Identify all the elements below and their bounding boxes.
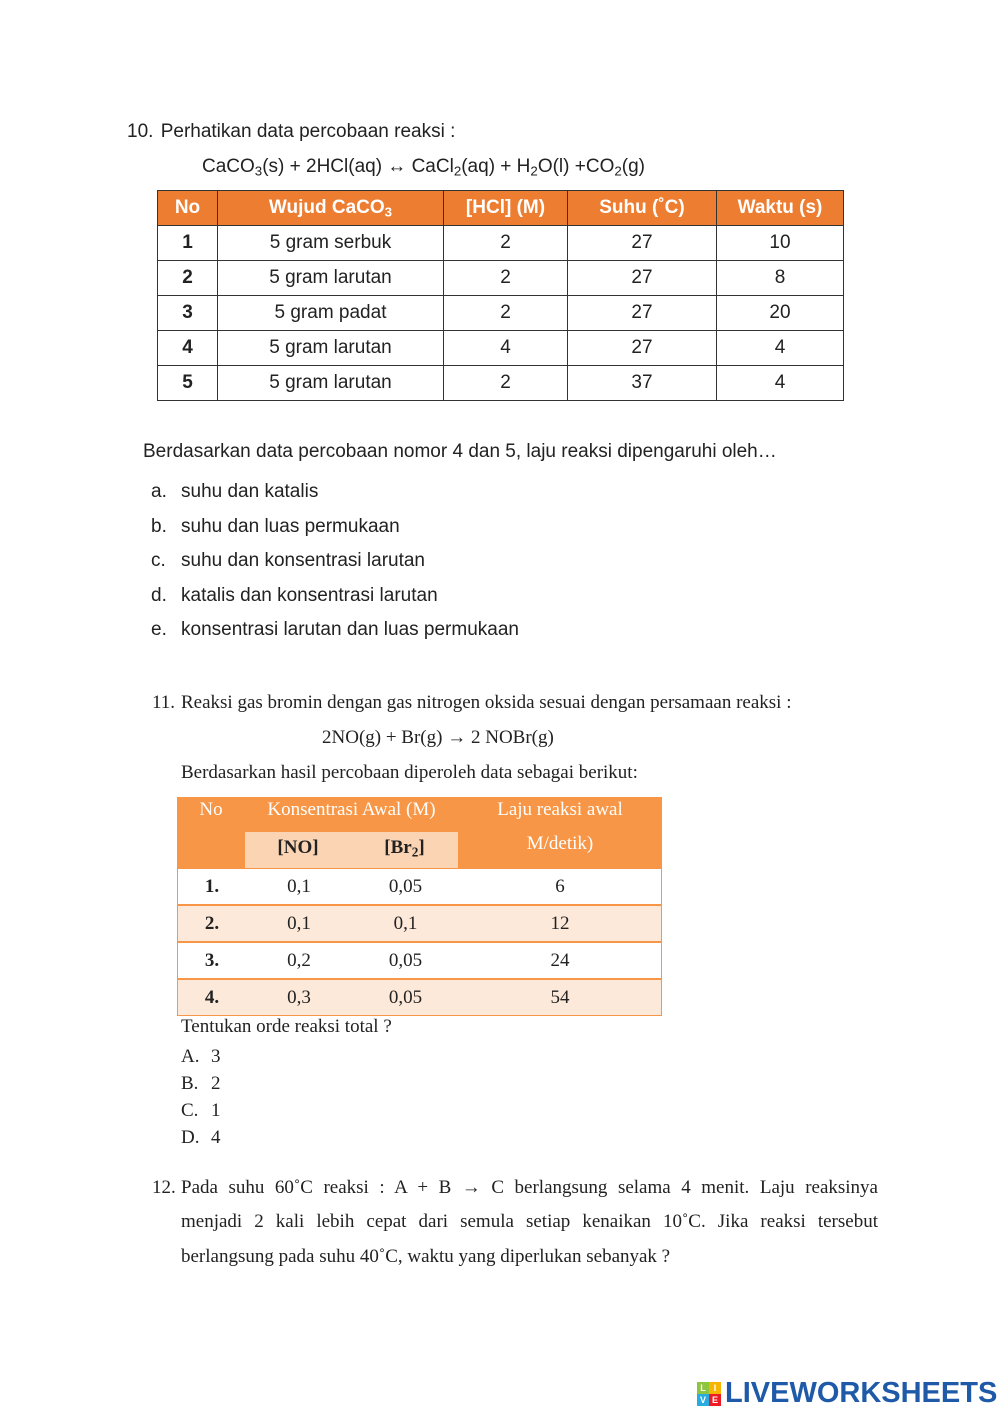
- cell-suhu: 37: [568, 366, 717, 401]
- q11-subheader-br: $[Br_2]$: [384, 837, 425, 860]
- option-letter: d.: [151, 584, 167, 606]
- cell-rate: 54: [550, 986, 570, 1008]
- cell-no-conc: 0,3: [287, 986, 311, 1008]
- cell-br-conc: 0,05: [388, 949, 423, 971]
- option-letter: b.: [151, 515, 167, 537]
- option-d[interactable]: [151, 579, 519, 614]
- option-b[interactable]: [151, 510, 519, 545]
- logo-tile-e: E: [709, 1394, 721, 1406]
- table-row: [158, 261, 844, 296]
- q11-subheader-no: [NO]: [277, 837, 319, 858]
- q11-header-conc: Konsentrasi Awal (M): [267, 799, 436, 820]
- cell-no: 1: [158, 226, 218, 261]
- logo-tile-v: V: [697, 1394, 709, 1406]
- cell-no: 3.: [204, 949, 220, 971]
- q11-intro: Berdasarkan hasil percobaan diperoleh data sebagai berikut:: [181, 762, 638, 783]
- q10-header-no: No: [158, 191, 218, 226]
- q12-number: 12.: [152, 1177, 176, 1198]
- cell-suhu: 27: [568, 331, 717, 366]
- option-letter: c.: [151, 550, 166, 572]
- q11-prompt: Reaksi gas bromin dengan gas nitrogen oksida sesuai dengan persamaan reaksi :: [181, 692, 792, 713]
- q11-header-rate-unit: M/detik): [526, 833, 594, 854]
- q10-header-hcl: [HCl] (M): [444, 191, 568, 226]
- q11-equation: 2NO(g) + Br(g) → 2 NOBr(g): [322, 727, 554, 748]
- cell-hcl: 2: [444, 261, 568, 296]
- cell-waktu: 20: [717, 296, 844, 331]
- q10-question: Berdasarkan data percobaan nomor 4 dan 5, laju reaksi dipengaruhi oleh…: [143, 441, 777, 462]
- cell-no-conc: 0,2: [287, 949, 311, 971]
- option-e[interactable]: [151, 613, 519, 648]
- option-letter: A.: [181, 1046, 200, 1067]
- cell-no: 2: [158, 261, 218, 296]
- q10-header-suhu: Suhu (˚C): [568, 191, 717, 226]
- cell-no: 4.: [204, 986, 220, 1008]
- option-text: 2: [211, 1073, 221, 1094]
- liveworksheets-brand: [697, 1377, 997, 1410]
- table-row: [158, 226, 844, 261]
- cell-waktu: 4: [717, 366, 844, 401]
- cell-hcl: 2: [444, 296, 568, 331]
- table-row: [158, 331, 844, 366]
- cell-no-conc: 0,1: [287, 912, 311, 934]
- cell-suhu: 27: [568, 296, 717, 331]
- table-row: [158, 296, 844, 331]
- table-row: [177, 979, 662, 1016]
- cell-waktu: 4: [717, 331, 844, 366]
- option-text: katalis dan konsentrasi larutan: [181, 584, 438, 606]
- cell-no: 2.: [204, 912, 220, 934]
- q11-question: Tentukan orde reaksi total ?: [181, 1016, 392, 1037]
- table-row: [177, 942, 662, 979]
- q10-options: [151, 475, 519, 648]
- option-letter: e.: [151, 619, 167, 641]
- option-text: suhu dan konsentrasi larutan: [181, 550, 425, 572]
- cell-no: 3: [158, 296, 218, 331]
- cell-wujud: 5 gram larutan: [218, 366, 444, 401]
- liveworksheets-logo-icon: [697, 1382, 721, 1406]
- cell-rate: 6: [555, 875, 565, 897]
- cell-no: 1.: [204, 875, 220, 897]
- option-text: suhu dan katalis: [181, 481, 319, 502]
- cell-rate: 24: [550, 949, 570, 971]
- q12-line-2: menjadi 2 kali lebih cepat dari semula setiap kenaikan 10˚C. Jika reaksi tersebut: [181, 1211, 878, 1232]
- cell-wujud: 5 gram serbuk: [218, 226, 444, 261]
- q10-table: [157, 190, 844, 401]
- cell-waktu: 8: [717, 261, 844, 296]
- cell-hcl: 2: [444, 226, 568, 261]
- liveworksheets-wordmark: LIVEWORKSHEETS: [725, 1377, 998, 1409]
- q11-header-rate: Laju reaksi awal: [497, 799, 623, 820]
- cell-hcl: 4: [444, 331, 568, 366]
- logo-tile-i: I: [709, 1382, 721, 1394]
- option-letter: C.: [181, 1100, 199, 1121]
- cell-hcl: 2: [444, 366, 568, 401]
- option-a[interactable]: [151, 475, 519, 510]
- option-letter: a.: [151, 481, 167, 502]
- cell-waktu: 10: [717, 226, 844, 261]
- cell-wujud: 5 gram padat: [218, 296, 444, 331]
- cell-suhu: 27: [568, 226, 717, 261]
- option-letter: B.: [181, 1073, 199, 1094]
- option-D[interactable]: [181, 1124, 221, 1151]
- q11-options: [181, 1043, 221, 1151]
- option-text: suhu dan luas permukaan: [181, 515, 400, 537]
- q10-header: [127, 121, 455, 143]
- table-row: [177, 868, 662, 905]
- q12-line-3: berlangsung pada suhu 40˚C, waktu yang diperlukan sebanyak ?: [181, 1246, 671, 1267]
- cell-wujud: 5 gram larutan: [218, 331, 444, 366]
- q10-prompt: Perhatikan data percobaan reaksi :: [160, 121, 456, 142]
- q12-line-1: Pada suhu 60˚C reaksi : A + B → C berlangsung selama 4 menit. Laju reaksinya: [181, 1177, 878, 1198]
- option-A[interactable]: [181, 1043, 221, 1070]
- option-letter: D.: [181, 1127, 200, 1148]
- cell-br-conc: 0,1: [393, 912, 418, 934]
- cell-rate: 12: [550, 912, 570, 934]
- option-text: 3: [211, 1046, 221, 1067]
- option-text: konsentrasi larutan dan luas permukaan: [181, 619, 519, 641]
- cell-br-conc: 0,05: [388, 986, 423, 1008]
- q10-table-header: [158, 191, 844, 226]
- table-row: [177, 905, 662, 942]
- cell-no: 5: [158, 366, 218, 401]
- logo-tile-l: L: [697, 1382, 709, 1394]
- q11-table: [177, 797, 662, 1015]
- option-B[interactable]: [181, 1070, 221, 1097]
- cell-suhu: 27: [568, 261, 717, 296]
- cell-br-conc: 0,05: [388, 875, 423, 897]
- q10-equation: CaCO$_3$(s) + 2HCl(aq) ↔ CaCl$_2$(aq) + $H_2O(l) +CO_2(g)$: [202, 156, 645, 179]
- option-text: 4: [211, 1127, 221, 1148]
- option-text: 1: [211, 1100, 221, 1121]
- q11-header-no: No: [199, 799, 223, 820]
- table-row: [158, 366, 844, 401]
- q10-header-wujud: Wujud CaCO$_3$: [218, 191, 444, 226]
- cell-wujud: 5 gram larutan: [218, 261, 444, 296]
- q10-header-waktu: Waktu (s): [717, 191, 844, 226]
- q11-number: 11.: [152, 692, 176, 713]
- option-C[interactable]: [181, 1097, 221, 1124]
- q10-number: 10.: [127, 121, 154, 142]
- cell-no: 4: [158, 331, 218, 366]
- option-c[interactable]: [151, 544, 519, 579]
- cell-no-conc: 0,1: [287, 875, 311, 897]
